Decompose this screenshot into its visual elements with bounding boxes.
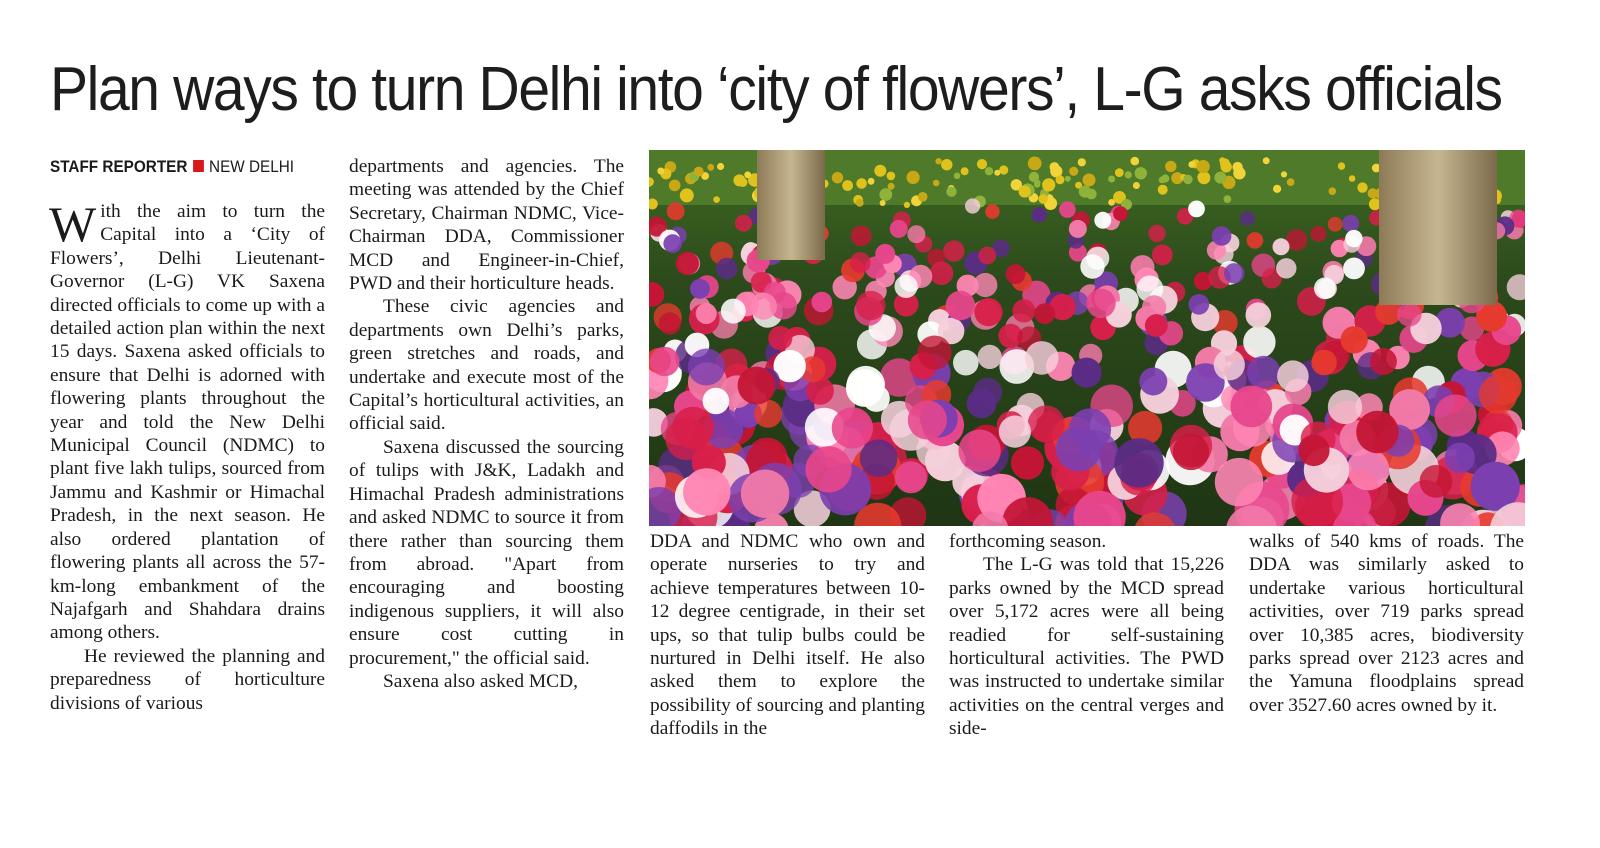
- flower-blossom: [1215, 458, 1263, 506]
- flower-blossom: [694, 167, 704, 177]
- flower-blossom: [1131, 157, 1140, 166]
- flower-blossom: [917, 336, 951, 370]
- flower-blossom: [806, 446, 852, 492]
- byline-location: NEW DELHI: [209, 157, 295, 176]
- flower-blossom: [1034, 182, 1040, 188]
- flower-blossom: [977, 159, 987, 169]
- flower-blossom: [1086, 189, 1097, 200]
- flower-blossom: [978, 345, 1002, 369]
- flower-blossom: [1173, 434, 1209, 470]
- paragraph: The L-G was told that 15,226 parks owned by the MCD spread over 5,172 acres were all being readied for self-sustaining horticultural activities. The PWD was instructed to undertake similar activities on the central verges and side-: [949, 554, 1224, 740]
- flower-blossom: [1183, 175, 1193, 185]
- article-column-5: [1249, 530, 1524, 717]
- flower-blossom: [665, 417, 708, 460]
- paragraph: DDA and NDMC who own and operate nurseries to try and achieve temperatures between 10-12 degree centigrade, in their set ups, so that tulip bulbs could be nurtured in Delhi itself. He also asked them to explore the possibility of sourcing and planting daffodils in the: [650, 531, 925, 740]
- flower-blossom: [985, 204, 1000, 219]
- flower-blossom: [1342, 215, 1359, 232]
- tree-trunk: [1379, 150, 1497, 305]
- flower-blossom: [1078, 158, 1086, 166]
- flower-blossom: [1114, 438, 1163, 487]
- byline-reporter: STAFF REPORTER: [50, 157, 188, 176]
- flower-blossom: [1145, 314, 1168, 337]
- flower-blossom: [868, 178, 875, 185]
- paragraph: These civic agencies and departments own Delhi’s parks, green stretches and roads, and undertake and execute most of the Capital’s horticultural activities, an official said.: [349, 296, 624, 435]
- flower-blossom: [1042, 178, 1055, 191]
- flower-blossom: [1028, 405, 1065, 442]
- flower-blossom: [1198, 171, 1211, 184]
- flower-blossom: [874, 165, 886, 177]
- flower-blossom: [856, 291, 886, 321]
- flower-blossom: [1188, 201, 1205, 218]
- flower-blossom: [856, 199, 864, 207]
- flower-blossom: [973, 378, 1002, 407]
- flower-blossom: [1086, 247, 1109, 270]
- flower-blossom: [703, 388, 730, 415]
- flower-blossom: [1029, 172, 1039, 182]
- flower-blossom: [1357, 182, 1367, 192]
- flower-blossom: [994, 170, 1000, 176]
- flower-blossom: [935, 158, 941, 164]
- flower-blossom: [832, 407, 873, 448]
- flower-blossom: [1038, 194, 1048, 204]
- flower-blossom: [738, 367, 776, 405]
- flower-blossom: [1311, 350, 1337, 376]
- flower-blossom: [1347, 448, 1389, 490]
- flower-blossom: [930, 261, 954, 285]
- flower-blossom: [1152, 245, 1173, 266]
- flower-blossom: [1287, 178, 1295, 186]
- flower-blossom: [888, 183, 895, 190]
- flower-blossom: [1069, 167, 1078, 176]
- flower-blossom: [880, 200, 886, 206]
- flower-blossom: [1420, 465, 1453, 498]
- flower-blossom: [1032, 207, 1047, 222]
- flower-blossom: [1086, 289, 1115, 318]
- flower-blossom: [1159, 177, 1166, 184]
- flower-blossom: [1277, 360, 1309, 392]
- flower-blossom: [1328, 390, 1362, 424]
- flower-blossom: [946, 291, 976, 321]
- flower-blossom: [1012, 299, 1035, 322]
- flower-blossom: [999, 165, 1008, 174]
- flower-blossom: [1028, 157, 1042, 171]
- flower-blossom: [1276, 258, 1296, 278]
- flower-blossom: [680, 188, 694, 202]
- flower-blossom: [716, 258, 738, 280]
- flower-blossom: [954, 173, 961, 180]
- tree-trunk: [757, 150, 825, 260]
- flower-blossom: [1240, 211, 1255, 226]
- paragraph: He reviewed the planning and preparedness of horticulture divisions of various: [50, 645, 325, 714]
- flower-blossom: [1188, 161, 1195, 168]
- flower-blossom: [1135, 167, 1147, 179]
- flower-blossom: [1197, 160, 1210, 173]
- flower-blossom: [1349, 175, 1356, 182]
- flower-blossom: [1273, 238, 1290, 255]
- flower-blossom: [842, 180, 853, 191]
- flower-blossom: [1219, 157, 1225, 163]
- paragraph: Saxena discussed the sourcing of tulips with J&K, Ladakh and Himachal Pradesh administrations and asked NDMC to source it from there rather than sourcing them from abroad. "Apart from encouraging and boosting indigenous suppliers, it will also ensure cost cutting in procurement," the official said.: [349, 436, 624, 669]
- flower-blossom: [667, 202, 685, 220]
- flower-blossom: [650, 347, 680, 377]
- flower-blossom: [846, 369, 884, 407]
- flower-blossom: [1281, 171, 1287, 177]
- flower-blossom: [690, 279, 710, 299]
- flower-blossom: [860, 439, 898, 477]
- flower-blossom: [1125, 171, 1132, 178]
- flower-blossom: [1083, 174, 1096, 187]
- flower-blossom: [707, 164, 714, 171]
- flower-blossom: [1479, 375, 1518, 414]
- flower-blossom: [1338, 162, 1345, 169]
- flower-blossom: [887, 172, 896, 181]
- flower-blossom: [1108, 199, 1115, 206]
- flower-blossom: [696, 303, 717, 324]
- flower-blossom: [1341, 326, 1368, 353]
- flower-blossom: [1189, 294, 1210, 315]
- drop-cap: W: [49, 196, 97, 252]
- flower-blossom: [1072, 358, 1102, 388]
- flower-blossom: [1445, 443, 1475, 473]
- flower-blossom: [1019, 185, 1031, 197]
- headline: Plan ways to turn Delhi into ‘city of flowers’, L-G asks officials: [50, 55, 1502, 124]
- flower-bed-image: [649, 150, 1525, 526]
- flower-blossom: [999, 416, 1031, 448]
- flower-blossom: [1247, 232, 1264, 249]
- flower-blossom: [965, 198, 980, 213]
- flower-blossom: [1069, 220, 1087, 238]
- flower-blossom: [1328, 217, 1343, 232]
- flower-blossom: [663, 234, 682, 253]
- paragraph-text: ith the aim to turn the Capital into a ‘City of Flowers’, Delhi Lieutenant-Governor (L-G) VK Saxena directed officials to come up with a detailed action plan within the next 15 days. Saxena asked officials to ensure that Delhi is adorned with flowering plants throughout the year and told the New Delhi Municipal Council (NDMC) to plant five lakh tulips, sourced from Jammu and Kashmir or Himachal Pradesh, in the next season. He also ordered plantation of flowering plants all across the 57-km-long embankment of the Najafgarh and Shahdara drains among others.: [50, 201, 325, 644]
- flower-blossom: [1230, 386, 1272, 428]
- flower-blossom: [856, 178, 867, 189]
- flower-blossom: [974, 298, 1002, 326]
- flower-blossom: [1065, 176, 1071, 182]
- flower-blossom: [735, 215, 752, 232]
- flower-blossom: [669, 180, 681, 192]
- flower-blossom: [1133, 182, 1140, 189]
- flower-blossom: [717, 163, 724, 170]
- flower-blossom: [1148, 225, 1165, 242]
- flower-blossom: [1273, 185, 1281, 193]
- flower-blossom: [812, 292, 833, 313]
- paragraph: Saxena also asked MCD,: [383, 670, 578, 692]
- flower-blossom: [1214, 172, 1226, 184]
- flower-blossom: [733, 174, 745, 186]
- flower-blossom: [907, 225, 925, 243]
- flower-blossom: [832, 172, 843, 183]
- flower-blossom: [908, 400, 947, 439]
- flower-blossom: [907, 171, 920, 184]
- flower-blossom: [659, 312, 681, 334]
- flower-blossom: [1345, 230, 1362, 247]
- flower-blossom: [1025, 341, 1059, 375]
- flower-blossom: [961, 167, 969, 175]
- flower-blossom: [958, 430, 1000, 472]
- flower-blossom: [895, 275, 918, 298]
- flower-blossom: [741, 470, 789, 518]
- flower-blossom: [1056, 175, 1065, 184]
- flower-blossom: [1314, 277, 1336, 299]
- flower-blossom: [933, 180, 940, 187]
- flower-blossom: [904, 202, 910, 208]
- flower-blossom: [890, 220, 908, 238]
- flower-blossom: [1233, 167, 1245, 179]
- flower-blossom: [1243, 326, 1275, 358]
- paragraph: forthcoming season.: [949, 531, 1107, 552]
- flower-blossom: [1056, 426, 1101, 471]
- flower-blossom: [943, 240, 964, 261]
- flower-blossom: [1263, 157, 1270, 164]
- flower-blossom: [750, 293, 777, 320]
- flower-blossom: [1113, 206, 1128, 221]
- flower-blossom: [1356, 411, 1398, 453]
- flower-blossom: [1329, 187, 1337, 195]
- flower-blossom: [985, 167, 993, 175]
- flower-blossom: [676, 252, 699, 275]
- flower-blossom: [1246, 302, 1272, 328]
- flower-blossom: [1224, 195, 1232, 203]
- flower-blossom: [1034, 303, 1055, 324]
- flower-blossom: [1370, 348, 1397, 375]
- flower-blossom: [1158, 185, 1168, 195]
- flower-blossom: [713, 196, 720, 203]
- flower-blossom: [1212, 226, 1232, 246]
- paragraph: [49, 196, 325, 645]
- paragraph: walks of 540 kms of roads. The DDA was similarly asked to undertake various horticultural activities, over 719 parks spread over 10,385 acres, biodiversity parks spread over 2123 acres and the Yamuna floodplains spread over 3527.60 acres owned by it.: [1249, 531, 1524, 716]
- article-column-1: [49, 196, 325, 715]
- flower-blossom: [953, 350, 979, 376]
- flower-blossom: [941, 159, 952, 170]
- flower-blossom: [1298, 435, 1329, 466]
- flower-blossom: [721, 299, 746, 324]
- flower-blossom: [1397, 302, 1421, 326]
- flower-blossom: [1115, 168, 1124, 177]
- flower-blossom: [1224, 263, 1244, 283]
- flower-blossom: [879, 188, 892, 201]
- flower-blossom: [744, 171, 751, 178]
- flower-blossom: [683, 468, 730, 515]
- flower-blossom: [1165, 161, 1176, 172]
- flower-blossom: [1006, 264, 1026, 284]
- flower-blossom: [875, 244, 895, 264]
- flower-blossom: [918, 192, 928, 202]
- flower-blossom: [1247, 356, 1280, 389]
- flower-blossom: [1011, 446, 1044, 479]
- byline: [50, 156, 302, 178]
- flower-blossom: [688, 349, 725, 386]
- flower-blossom: [1094, 212, 1111, 229]
- flower-blossom: [1059, 201, 1076, 218]
- flower-blossom: [1108, 176, 1115, 183]
- flower-bed-photo: [649, 150, 1525, 526]
- byline-marker: [193, 160, 204, 172]
- flower-blossom: [1139, 368, 1167, 396]
- article-column-3: [650, 530, 925, 741]
- flower-blossom: [851, 226, 872, 247]
- article-column-2: [349, 155, 624, 693]
- flower-blossom: [1343, 258, 1365, 280]
- flower-blossom: [1311, 226, 1327, 242]
- flower-blossom: [946, 187, 956, 197]
- flower-blossom: [850, 252, 871, 273]
- flower-blossom: [657, 168, 664, 175]
- article-column-4: [949, 530, 1224, 741]
- flower-blossom: [895, 461, 927, 493]
- flower-blossom: [978, 247, 996, 265]
- flower-blossom: [768, 326, 792, 350]
- flower-blossom: [1214, 349, 1245, 380]
- paragraph: departments and agencies. The meeting was attended by the Chief Secretary, Chairman NDMC, Vice-Chairman DDA, Commissioner MCD and Engineer-in-Chief, PWD and their horticulture heads.: [349, 156, 624, 295]
